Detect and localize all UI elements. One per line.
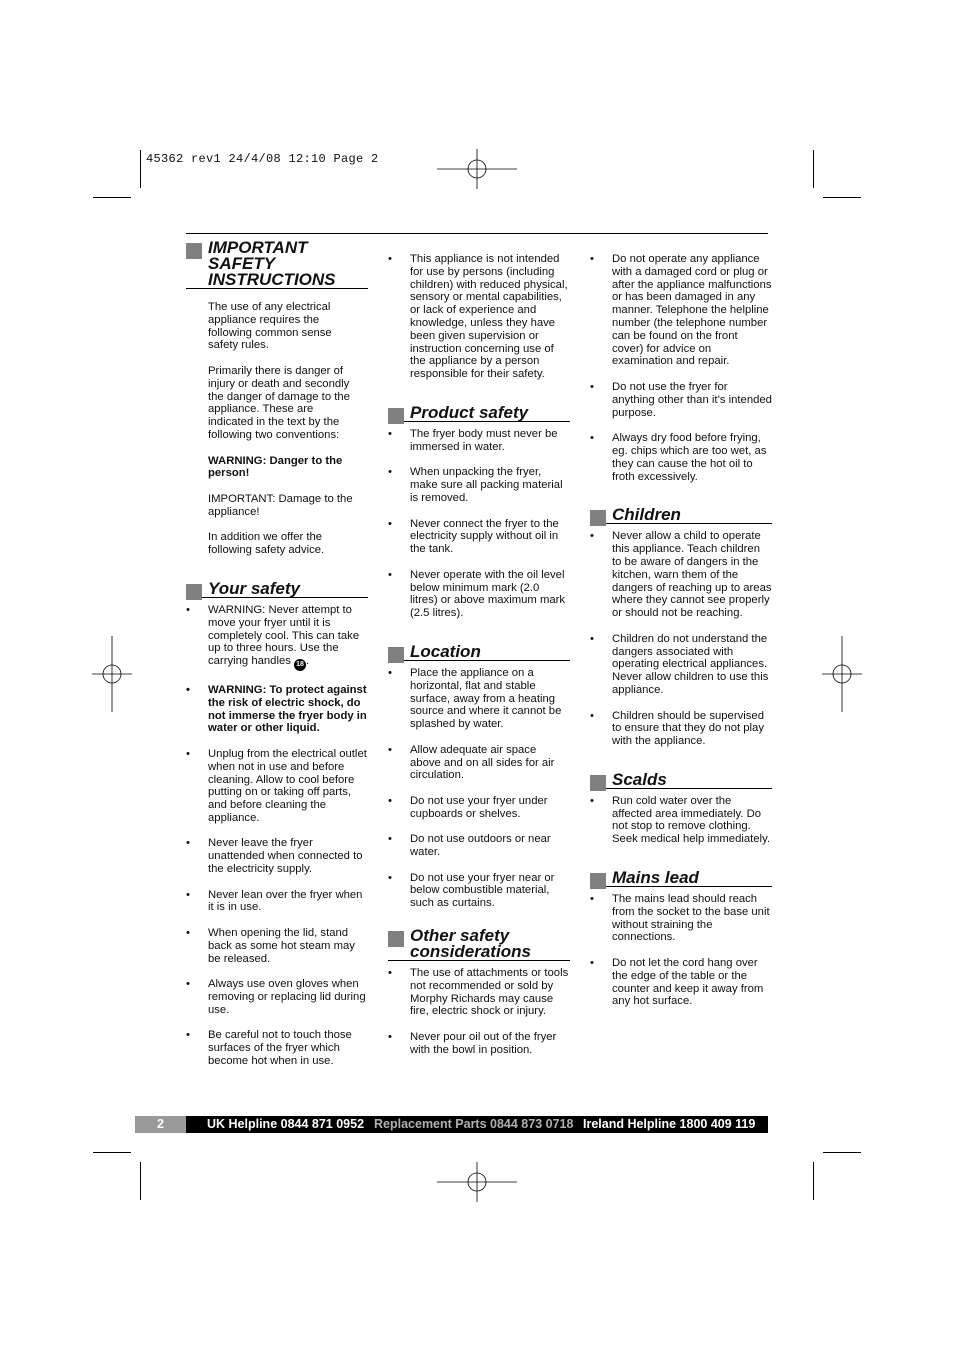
important-convention: IMPORTANT: Damage to the appliance! <box>208 492 353 518</box>
list-item: • The fryer body must never be immersed in water. <box>388 428 570 454</box>
figure-ref-icon: 18 <box>294 659 306 671</box>
important-p2: Primarily there is danger of injury or death and secondly the danger of damage to the appliance. These are indicated in the text by the following two conventions: <box>208 364 350 441</box>
registration-mark <box>822 636 862 712</box>
crop-mark <box>140 150 141 188</box>
heading-square-icon <box>388 408 404 424</box>
location-title: Location <box>410 641 481 661</box>
column-2 <box>388 253 570 1069</box>
heading-square-icon <box>388 931 404 947</box>
list-item: • WARNING: Never attempt to move your fryer until it is completely cool. This can take up to three hours. Use the carrying handles 18 . <box>186 604 368 671</box>
list-item: • Never operate with the oil level below minimum mark (2.0 litres) or above maximum mark (2.5 litres). <box>388 569 570 620</box>
crop-mark <box>823 197 861 198</box>
list-item: • Do not use outdoors or near water. <box>388 833 570 859</box>
list-item: • Do not use the fryer for anything other than it’s intended purpose. <box>590 381 772 419</box>
your-safety-list <box>186 604 368 1068</box>
mains-lead-list <box>590 893 772 1008</box>
scalds-list <box>590 795 772 846</box>
footer-bar <box>135 1116 768 1133</box>
heading-square-icon <box>590 775 606 791</box>
list-item: • WARNING: To protect against the risk of electric shock, do not immerse the fryer body in water or other liquid. <box>186 684 368 735</box>
list-item: • The mains lead should reach from the socket to the base unit without straining the connections. <box>590 893 772 944</box>
heading-square-icon <box>186 584 202 600</box>
crop-mark <box>93 1152 131 1153</box>
your-safety-title: Your safety <box>208 578 300 598</box>
list-item: • Always use oven gloves when removing or replacing lid during use. <box>186 978 368 1016</box>
mains-lead-title: Mains lead <box>612 868 699 888</box>
your-safety-heading <box>186 578 368 598</box>
list-item: • The use of attachments or tools not recommended or sold by Morphy Richards may cause fire, electric shock or injury. <box>388 967 570 1018</box>
list-item: • Do not use your fryer near or below combustible material, such as curtains. <box>388 872 570 910</box>
warning-convention: WARNING: Danger to the person! <box>208 454 343 480</box>
list-item: • Do not use your fryer under cupboards or shelves. <box>388 795 570 821</box>
list-item: • Never leave the fryer unattended when connected to the electricity supply. <box>186 837 368 875</box>
product-safety-heading <box>388 402 570 422</box>
list-item: • Never lean over the fryer when it is in use. <box>186 889 368 915</box>
ireland-helpline: Ireland Helpline 1800 409 119 <box>583 1117 756 1131</box>
list-item: • Never connect the fryer to the electricity supply without oil in the tank. <box>388 518 570 556</box>
list-item: • Do not operate any appliance with a damaged cord or plug or after the appliance malfunctions or has been damaged in any manner. Telephone the helpline number (the telephone number can be found on the front cover) for advice on examination and repair. <box>590 253 772 368</box>
column-2-top-list <box>388 253 570 381</box>
list-item: • This appliance is not intended for use by persons (including children) with reduced physical, sensory or mental capabilities, or lack of experience and knowledge, unless they have been given supervision or instruction concerning use of the appliance by a person responsible for their safety. <box>388 253 570 381</box>
other-safety-heading <box>388 928 570 961</box>
registration-mark <box>437 1162 517 1202</box>
list-item: • Allow adequate air space above and on all sides for air circulation. <box>388 744 570 782</box>
list-item: • Be careful not to touch those surfaces of the fryer which become hot when in use. <box>186 1029 368 1067</box>
children-heading <box>590 507 772 524</box>
top-rule <box>186 233 768 234</box>
important-p5: In addition we offer the following safety advice. <box>208 531 325 557</box>
scalds-heading <box>590 769 772 789</box>
list-item: • Children should be supervised to ensure that they do not play with the appliance. <box>590 710 772 748</box>
column-3 <box>590 253 772 1021</box>
print-slug: 45362 rev1 24/4/08 12:10 Page 2 <box>146 152 379 166</box>
list-item: • When unpacking the fryer, make sure all packing material is removed. <box>388 466 570 504</box>
location-list <box>388 667 570 910</box>
important-p1: The use of any electrical appliance requires the following common sense safety rules. <box>208 301 332 352</box>
children-title: Children <box>612 505 681 525</box>
list-item: • When opening the lid, stand back as some hot steam may be released. <box>186 927 368 965</box>
product-safety-title: Product safety <box>410 402 529 422</box>
children-list <box>590 530 772 748</box>
list-item: • Run cold water over the affected area immediately. Do not stop to remove clothing. Seek medical help immediately. <box>590 795 772 846</box>
heading-square-icon <box>388 647 404 663</box>
list-item: • Never pour oil out of the fryer with the bowl in position. <box>388 1031 570 1057</box>
heading-square-icon <box>590 510 606 526</box>
column-1 <box>186 240 368 1081</box>
important-title: IMPORTANT SAFETY INSTRUCTIONS <box>208 238 336 289</box>
product-safety-list <box>388 428 570 620</box>
registration-mark <box>92 636 132 712</box>
crop-mark <box>813 150 814 188</box>
list-item: • Children do not understand the dangers associated with operating electrical appliances. Never allow children to use this appliance. <box>590 633 772 697</box>
heading-square-icon <box>590 873 606 889</box>
crop-mark <box>813 1162 814 1200</box>
important-heading <box>186 240 368 289</box>
list-item: • Always dry food before frying, eg. chips which are too wet, as they can cause the hot oil to froth excessively. <box>590 432 772 483</box>
list-item: • Do not let the cord hang over the edge of the table or the counter and keep it away from any hot surface. <box>590 957 772 1008</box>
column-3-top-list <box>590 253 772 483</box>
list-item: • Never allow a child to operate this appliance. Teach children to be aware of dangers in the kitchen, warn them of the dangers of reaching up to areas where they cannot see properly or should not be reaching. <box>590 530 772 620</box>
scalds-title: Scalds <box>612 769 667 789</box>
replacement-parts: Replacement Parts 0844 873 0718 <box>374 1117 574 1131</box>
crop-mark <box>93 197 131 198</box>
registration-mark <box>437 149 517 189</box>
mains-lead-heading <box>590 870 772 887</box>
other-safety-list <box>388 967 570 1057</box>
heading-square-icon <box>186 243 202 259</box>
page-number: 2 <box>135 1116 186 1133</box>
crop-mark <box>140 1162 141 1200</box>
other-safety-title: Other safety considerations <box>410 926 531 962</box>
crop-mark <box>823 1152 861 1153</box>
location-heading <box>388 641 570 661</box>
list-item: • Unplug from the electrical outlet when not in use and before cleaning. Allow to cool before putting on or taking off parts, and before cleaning the appliance. <box>186 748 368 825</box>
list-item: • Place the appliance on a horizontal, flat and stable surface, away from a heating source and where it cannot be splashed by water. <box>388 667 570 731</box>
uk-helpline: UK Helpline 0844 871 0952 <box>207 1117 365 1131</box>
